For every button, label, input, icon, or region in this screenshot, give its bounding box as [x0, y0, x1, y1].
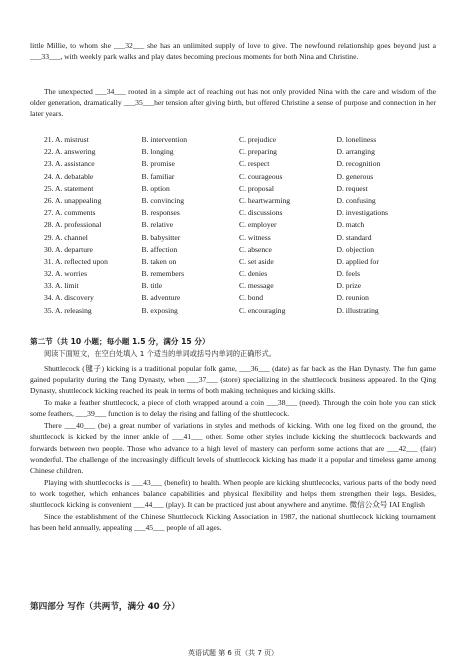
option-row: [44, 158, 434, 170]
option-cell: C. message: [239, 281, 274, 291]
option-row: [44, 268, 434, 280]
option-cell: 31. A. reflected upon: [44, 256, 108, 266]
option-cell: D. arranging: [336, 147, 375, 157]
option-cell: C. discussions: [239, 208, 283, 218]
option-row: [44, 244, 434, 256]
option-cell: 29. A. channel: [44, 232, 88, 242]
passage-paragraph-2: The unexpected ___34___ rooted in a simple act of reaching out has not only provided Nina with the care and wisdom of the older generation, dramatically ___35___her tension after giving birth, but offered Christine a sense of purpose and connection in her later years.: [30, 87, 436, 119]
option-cell: D. feels: [336, 269, 361, 279]
option-cell: D. illustrating: [336, 305, 379, 315]
option-cell: C. absence: [239, 244, 272, 254]
option-cell: D. standard: [336, 232, 372, 242]
option-cell: C. encouraging: [239, 305, 286, 315]
option-cell: D. generous: [336, 171, 374, 181]
option-cell: B. babysitter: [141, 232, 181, 242]
option-cell: C. employer: [239, 220, 277, 230]
option-row: [44, 280, 434, 292]
option-cell: 27. A. comments: [44, 208, 96, 218]
option-row: [44, 183, 434, 195]
option-cell: 34. A. discovery: [44, 293, 94, 303]
option-cell: C. denies: [239, 269, 268, 279]
option-cell: C. proposal: [239, 183, 275, 193]
option-row: [44, 171, 434, 183]
passage-paragraph: Shuttlecock (毽子) kicking is a traditional popular folk game, ___36___ (date) as far back as the Han Dynasty. The fun game gained popularity during the Tang Dynasty, when ___37___ (store) specializing in the shuttlecock business appeared. In the Qing Dynasty, shuttlecock kicking reached its peak in terms of both making techniques and kicking skills.: [30, 364, 436, 396]
option-cell: 35. A. releasing: [44, 305, 92, 315]
option-cell: 33. A. limit: [44, 281, 79, 291]
option-cell: C. heartwarming: [239, 195, 291, 205]
option-cell: B. relative: [141, 220, 174, 230]
passage-paragraph-1: little Millie, to whom she ___32___ she has an unlimited supply of love to give. The newfound relationship goes beyond just a ___33___, with weekly park walks and play dates becoming precious moments for both Nina and Christine.: [30, 41, 436, 62]
option-row: [44, 305, 434, 317]
option-cell: D. objection: [336, 244, 375, 254]
option-cell: B. longing: [141, 147, 174, 157]
option-cell: D. investigations: [336, 208, 388, 218]
part-4-heading: 第四部分 写作（共两节，满分 40 分）: [30, 602, 180, 612]
option-cell: D. loneliness: [336, 135, 377, 144]
option-cell: D. match: [336, 220, 365, 230]
option-row: [44, 195, 434, 207]
passage-paragraph: Playing with shuttlecocks is ___43___ (benefit) to health. When people are kicking shuttlecocks, various parts of the body need to work together, which enhances balance capabilities and physical flexibility and helps them strengthen their legs. Besides, shuttlecock kicking is convenient ___44___ (play). It can be practiced just about anywhere and anytime. 微信公众号 IAI English: [30, 477, 436, 510]
option-cell: B. option: [141, 183, 170, 193]
option-row: [44, 232, 434, 244]
option-row: [44, 292, 434, 304]
option-cell: 28. A. professional: [44, 220, 102, 230]
option-cell: B. exposing: [141, 305, 178, 315]
option-cell: 30. A. departure: [44, 244, 93, 254]
option-cell: C. set aside: [239, 256, 274, 266]
option-cell: 32. A. worries: [44, 269, 88, 279]
option-cell: C. bond: [239, 293, 264, 303]
passage-paragraph: To make a feather shuttlecock, a piece of cloth wrapped around a coin ___38___ (need). Through the coin hole you can stick some feathers, ___39___ function is to delay the rising and falling of the shuttlecock.: [30, 398, 436, 419]
option-cell: B. intervention: [141, 135, 188, 144]
page-footer: 英语试题 第 6 页（共 7 页）: [187, 649, 279, 657]
option-cell: C. preparing: [239, 147, 277, 157]
option-cell: D. prize: [336, 281, 361, 291]
section-2-passage: [30, 363, 436, 534]
option-cell: 26. A. unappealing: [44, 195, 102, 205]
option-cell: 24. A. debatable: [44, 171, 94, 181]
option-cell: B. familiar: [141, 171, 175, 181]
option-row: [44, 207, 434, 219]
section-2-heading: 第二节（共 10 小题；每小题 1.5 分，满分 15 分）: [30, 337, 210, 346]
option-cell: D. reunion: [336, 293, 369, 303]
passage-paragraph: Since the establishment of the Chinese Shuttlecock Kicking Association in 1987, the national shuttlecock kicking tournament has been held annually, appealing ___45___ people of all ages.: [30, 512, 436, 533]
option-cell: B. taken on: [141, 256, 177, 266]
option-cell: B. affection: [141, 244, 178, 254]
option-row: [44, 146, 434, 158]
option-cell: D. applied for: [336, 256, 379, 266]
option-cell: B. remembers: [141, 269, 185, 279]
option-cell: B. title: [141, 281, 163, 291]
passage-paragraph: There ___40___ (be) a great number of variations in styles and methods of kicking. With one leg fixed on the ground, the shuttlecock is kicked by the inner ankle of ___41___ other. Some other styles include kicking the shuttlecock backwards and forwards between two people. Those who advance to a high level of mastery can perform some actions that are ___42___ (fair) wonderful. The challenge of the increasingly difficult levels of shuttlecock kicking has made it a popular and timeless game among Chinese children.: [30, 421, 436, 476]
option-cell: D. recognition: [336, 159, 381, 169]
option-cell: B. convincing: [141, 195, 185, 205]
option-cell: C. prejudice: [239, 135, 277, 144]
option-cell: 23. A. assistance: [44, 159, 95, 169]
option-cell: C. courageous: [239, 171, 283, 181]
option-cell: D. request: [336, 183, 368, 193]
option-row: [44, 219, 434, 231]
option-cell: B. adventure: [141, 293, 181, 303]
options-table: [44, 134, 434, 317]
option-row: [44, 134, 434, 146]
option-cell: 21. A. mistrust: [44, 135, 89, 144]
option-cell: B. promise: [141, 159, 175, 169]
option-cell: C. witness: [239, 232, 271, 242]
option-cell: C. respect: [239, 159, 270, 169]
option-cell: 22. A. answering: [44, 147, 96, 157]
option-cell: 25. A. statement: [44, 183, 94, 193]
option-row: [44, 256, 434, 268]
option-cell: D. confusing: [336, 195, 376, 205]
section-2-instruction: 阅读下面短文，在空白处填入 1 个适当的单词或括号内单词的正确形式。: [44, 349, 276, 358]
option-cell: B. responses: [141, 208, 180, 218]
